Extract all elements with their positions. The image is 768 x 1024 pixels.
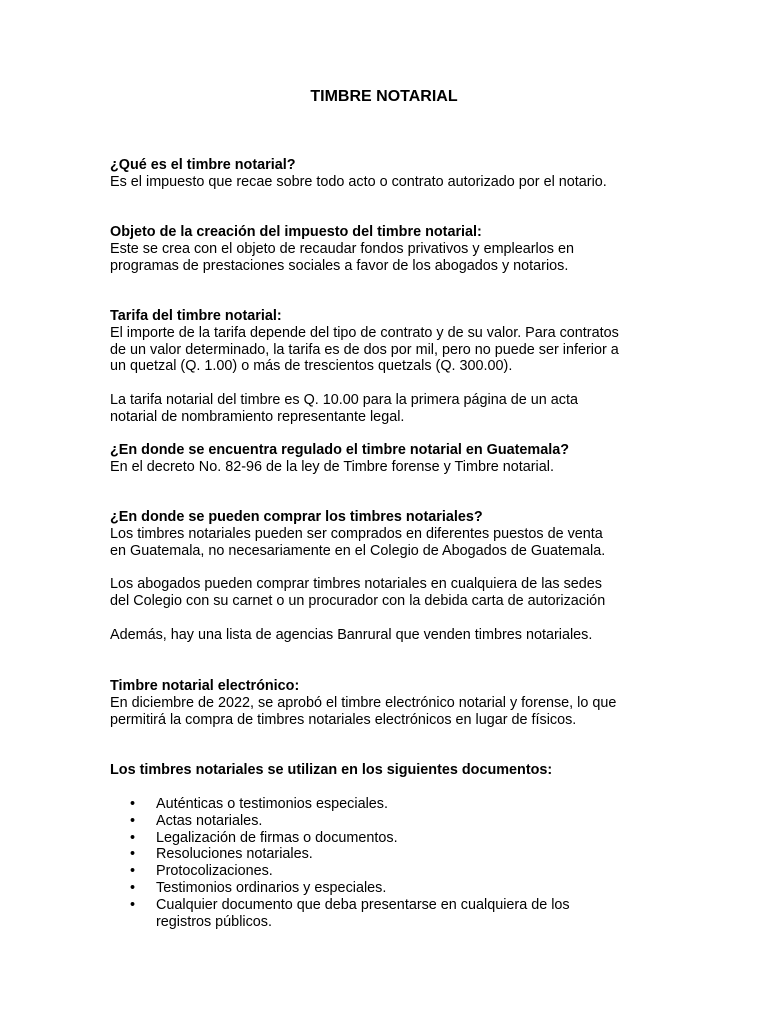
section-tarifa <box>110 308 670 375</box>
list-item <box>110 813 670 830</box>
section-objeto <box>110 224 670 274</box>
section-body: Es el impuesto que recae sobre todo acto o contrato autorizado por el notario. <box>110 173 607 190</box>
section-body: Además, hay una lista de agencias Banrural que venden timbres notariales. <box>110 627 593 643</box>
section-regulado <box>110 442 670 476</box>
section-heading: Timbre notarial electrónico: <box>110 678 300 694</box>
list-item-text: Cualquier documento que deba presentarse en cualquiera de los registros públicos. <box>156 896 570 930</box>
section-heading: ¿En donde se pueden comprar los timbres notariales? <box>110 509 483 525</box>
list-item-text: Resoluciones notariales. <box>156 846 313 863</box>
bullet-icon: • <box>130 812 136 829</box>
bullet-icon: • <box>130 896 136 913</box>
section-tarifa-extra <box>110 392 670 426</box>
section-comprar-abogados <box>110 576 670 610</box>
bullet-icon: • <box>130 846 136 863</box>
section-body: Los timbres notariales pueden ser comprados en diferentes puestos de venta en Guatemala, no necesariamente en el Colegio de Abogados de Guatemala. <box>110 525 606 559</box>
section-heading: Los timbres notariales se utilizan en los siguientes documentos: <box>110 762 553 778</box>
list-item <box>110 880 670 897</box>
list-item <box>110 796 670 813</box>
section-heading: Tarifa del timbre notarial: <box>110 308 282 324</box>
list-item <box>110 863 670 880</box>
section-comprar <box>110 509 670 559</box>
section-heading: ¿En donde se encuentra regulado el timbre notarial en Guatemala? <box>110 442 570 458</box>
list-item <box>110 846 670 863</box>
bullet-icon: • <box>130 863 136 880</box>
document-title: TIMBRE NOTARIAL <box>310 88 458 105</box>
list-item-text: Auténticas o testimonios especiales. <box>156 796 388 812</box>
bullet-icon: • <box>130 879 136 896</box>
section-body: Este se crea con el objeto de recaudar fondos privativos y emplearlos en programas de prestaciones sociales a favor de los abogados y notarios. <box>110 240 574 274</box>
section-comprar-banrural <box>110 627 670 644</box>
section-que-es <box>110 157 670 191</box>
section-body: Los abogados pueden comprar timbres notariales en cualquiera de las sedes del Colegio con su carnet o un procurador con la debida carta de autorización <box>110 576 606 609</box>
list-item-text: Protocolizaciones. <box>156 863 273 880</box>
list-item-text: Actas notariales. <box>156 812 263 829</box>
section-electronico <box>110 678 670 728</box>
bullet-icon: • <box>130 796 136 812</box>
list-item-text: Legalización de firmas o documentos. <box>156 829 398 846</box>
documents-list <box>110 796 670 930</box>
section-body: En diciembre de 2022, se aprobó el timbre electrónico notarial y forense, lo que permitirá la compra de timbres notariales electrónicos en lugar de físicos. <box>110 694 617 728</box>
list-item <box>110 830 670 847</box>
list-item <box>110 897 670 931</box>
section-heading: ¿Qué es el timbre notarial? <box>110 157 296 173</box>
section-body: En el decreto No. 82-96 de la ley de Timbre forense y Timbre notarial. <box>110 458 554 475</box>
bullet-icon: • <box>130 829 136 846</box>
section-heading: Objeto de la creación del impuesto del timbre notarial: <box>110 224 482 240</box>
section-body: El importe de la tarifa depende del tipo de contrato y de su valor. Para contratos de un valor determinado, la tarifa es de dos por mil, pero no puede ser inferior a un quetzal (Q. 1.00) o más de trescientos quetzals (Q. 300.00). <box>110 324 619 375</box>
section-documentos <box>110 762 670 779</box>
section-body: La tarifa notarial del timbre es Q. 10.00 para la primera página de un acta notarial de nombramiento representante legal. <box>110 392 578 425</box>
list-item-text: Testimonios ordinarios y especiales. <box>156 879 387 896</box>
